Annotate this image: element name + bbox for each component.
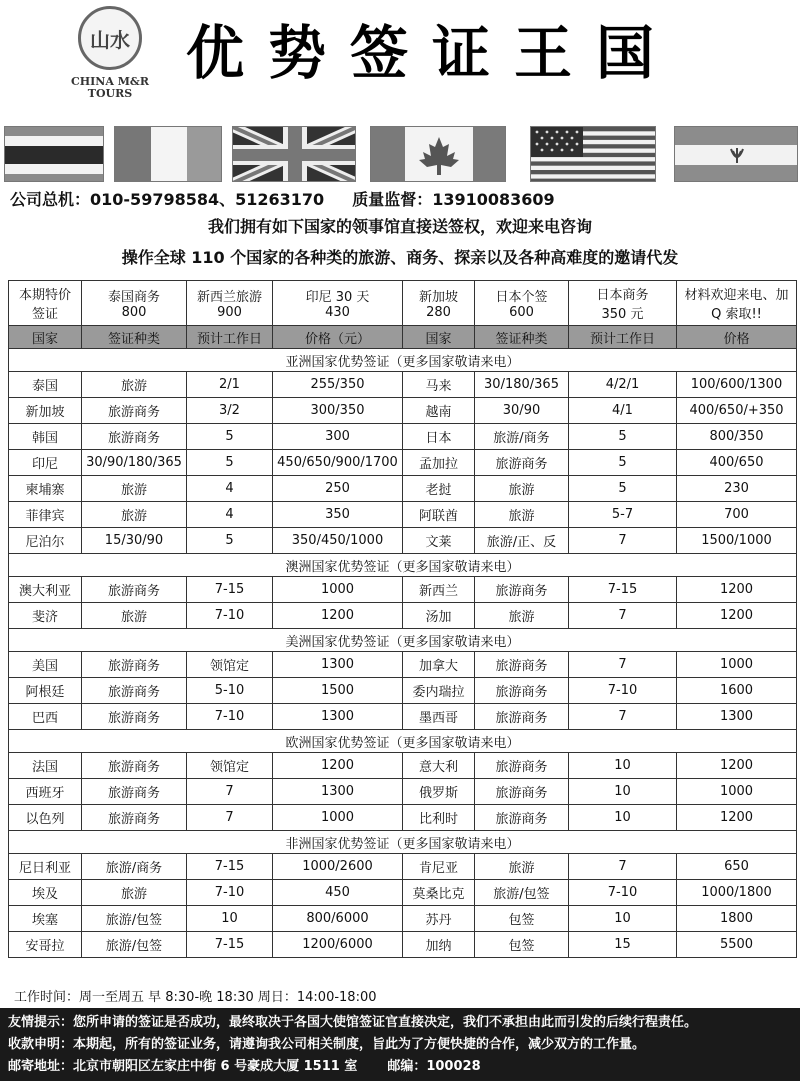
table-cell: 15/30/90 (82, 528, 187, 554)
table-cell: 1500/1000 (677, 528, 797, 554)
table-cell: 越南 (403, 398, 475, 424)
table-row (9, 678, 797, 704)
table-cell: 马来 (403, 372, 475, 398)
table-row (9, 652, 797, 678)
table-cell: 7-10 (187, 880, 273, 906)
table-cell: 2/1 (187, 372, 273, 398)
footer-address: 邮寄地址：北京市朝阳区左家庄中街 6 号豪成大厦 1511 室 (8, 1059, 358, 1074)
section-title: 欧洲国家优势签证（更多国家敬请来电） (9, 730, 797, 753)
table-cell: 阿根廷 (9, 678, 82, 704)
section-title-row (9, 831, 797, 854)
table-cell: 1000 (273, 577, 403, 603)
table-cell: 肯尼亚 (403, 854, 475, 880)
table-cell: 旅游商务 (82, 779, 187, 805)
table-cell: 美国 (9, 652, 82, 678)
table-cell: 300/350 (273, 398, 403, 424)
table-row (9, 704, 797, 730)
header (0, 0, 800, 118)
specials-label (9, 281, 82, 326)
table-row (9, 603, 797, 629)
table-cell: 包签 (475, 906, 569, 932)
table-cell: 1000 (677, 652, 797, 678)
table-cell: 5 (569, 476, 677, 502)
table-cell: 比利时 (403, 805, 475, 831)
table-cell: 旅游/商务 (475, 424, 569, 450)
cell-line: 签证 (31, 307, 58, 322)
iran-flag-icon (674, 126, 798, 182)
table-cell: 旅游商务 (475, 577, 569, 603)
table-cell: 30/90/180/365 (82, 450, 187, 476)
table-row (9, 424, 797, 450)
table-cell: 法国 (9, 753, 82, 779)
table-row (9, 753, 797, 779)
cell-line: 新西兰旅游 (196, 290, 262, 305)
table-row (9, 854, 797, 880)
table-cell: 1200 (677, 753, 797, 779)
table-cell: 350 (273, 502, 403, 528)
table-cell: 孟加拉 (403, 450, 475, 476)
table-cell: 400/650 (677, 450, 797, 476)
table-cell: 日本 (403, 424, 475, 450)
table-cell: 安哥拉 (9, 932, 82, 958)
table-cell: 旅游/商务 (82, 854, 187, 880)
table-cell: 4/1 (569, 398, 677, 424)
table-cell: 1200 (273, 603, 403, 629)
table-cell: 10 (569, 805, 677, 831)
table-row (9, 528, 797, 554)
table-cell: 旅游 (82, 372, 187, 398)
table-cell: 墨西哥 (403, 704, 475, 730)
table-cell: 30/90 (475, 398, 569, 424)
table-row (9, 932, 797, 958)
table-cell: 柬埔寨 (9, 476, 82, 502)
table-cell: 1000 (273, 805, 403, 831)
thailand-flag-icon (4, 126, 104, 182)
table-cell: 1200/6000 (273, 932, 403, 958)
table-cell: 700 (677, 502, 797, 528)
specials-note (677, 281, 797, 326)
table-cell: 新西兰 (403, 577, 475, 603)
table-cell: 旅游商务 (475, 805, 569, 831)
section-title-row (9, 349, 797, 372)
table-cell: 1500 (273, 678, 403, 704)
table-cell: 800/350 (677, 424, 797, 450)
table-cell: 10 (569, 906, 677, 932)
logo-text (64, 76, 156, 100)
table-cell: 旅游/包签 (82, 906, 187, 932)
table-cell: 1600 (677, 678, 797, 704)
cell-line: 本期特价 (18, 288, 71, 303)
cell-line: 泰国商务 (107, 290, 160, 305)
table-row (9, 450, 797, 476)
table-cell: 西班牙 (9, 779, 82, 805)
special-offer (569, 281, 677, 326)
table-cell: 255/350 (273, 372, 403, 398)
column-header: 预计工作日 (187, 326, 273, 349)
table-cell: 7-15 (569, 577, 677, 603)
canada-flag-icon (370, 126, 506, 182)
table-cell: 尼泊尔 (9, 528, 82, 554)
table-cell: 4 (187, 476, 273, 502)
section-title: 亚洲国家优势签证（更多国家敬请来电） (9, 349, 797, 372)
table-cell: 领馆定 (187, 652, 273, 678)
cell-line: 印尼 30 天 (305, 290, 370, 305)
slogan-line-2: 操作全球 110 个国家的各种类的旅游、商务、探亲以及各种高难度的邀请代发 (121, 248, 679, 267)
table-cell: 7 (569, 652, 677, 678)
column-header: 签证种类 (82, 326, 187, 349)
column-header: 国家 (9, 326, 82, 349)
specials-row (9, 281, 797, 326)
italy-flag-icon (114, 126, 222, 182)
table-row (9, 577, 797, 603)
table-cell: 7 (569, 704, 677, 730)
cell-line: Q 索取!! (711, 307, 762, 322)
table-row (9, 880, 797, 906)
table-cell: 3/2 (187, 398, 273, 424)
visa-price-table (8, 280, 797, 958)
table-cell: 加纳 (403, 932, 475, 958)
table-cell: 7 (187, 805, 273, 831)
column-header: 价格（元） (273, 326, 403, 349)
table-cell: 4/2/1 (569, 372, 677, 398)
cell-line: 900 (217, 305, 242, 320)
table-cell: 1200 (677, 603, 797, 629)
table-cell: 5 (187, 528, 273, 554)
table-cell: 俄罗斯 (403, 779, 475, 805)
table-cell: 1000/1800 (677, 880, 797, 906)
table-cell: 以色列 (9, 805, 82, 831)
table-cell: 旅游商务 (82, 678, 187, 704)
table-cell: 7-10 (187, 704, 273, 730)
footer (0, 1008, 800, 1081)
column-header: 签证种类 (475, 326, 569, 349)
table-cell: 汤加 (403, 603, 475, 629)
table-cell: 加拿大 (403, 652, 475, 678)
table-cell: 800/6000 (273, 906, 403, 932)
table-cell: 旅游商务 (475, 450, 569, 476)
table-cell: 300 (273, 424, 403, 450)
table-cell: 1300 (273, 704, 403, 730)
table-row (9, 906, 797, 932)
table-cell: 埃及 (9, 880, 82, 906)
section-title-row (9, 730, 797, 753)
table-cell: 旅游 (82, 476, 187, 502)
cell-line: 600 (509, 305, 534, 320)
table-cell: 新加坡 (9, 398, 82, 424)
table-cell: 7-15 (187, 932, 273, 958)
phone-label: 公司总机： (10, 190, 91, 209)
logo-text-line1: CHINA M&R (71, 75, 149, 88)
phone-value: 010-59798584、51263170 (90, 190, 325, 209)
table-cell: 15 (569, 932, 677, 958)
table-row (9, 805, 797, 831)
footer-address-line (8, 1056, 792, 1078)
table-cell: 旅游商务 (82, 652, 187, 678)
table-cell: 7-10 (187, 603, 273, 629)
table-cell: 旅游 (475, 854, 569, 880)
table-cell: 阿联酋 (403, 502, 475, 528)
cell-line: 800 (121, 305, 147, 320)
table-cell: 旅游/包签 (475, 880, 569, 906)
table-cell: 250 (273, 476, 403, 502)
table-row (9, 476, 797, 502)
table-cell: 7-10 (569, 678, 677, 704)
column-header: 价格 (677, 326, 797, 349)
table-cell: 1000 (677, 779, 797, 805)
supervision-label: 质量监督： (352, 190, 433, 209)
table-cell: 10 (187, 906, 273, 932)
work-hours: 工作时间：周一至周五 早 8:30-晚 18:30 周日：14:00-18:00 (14, 990, 377, 1005)
table-cell: 1300 (273, 652, 403, 678)
table-row (9, 372, 797, 398)
section-title: 非洲国家优势签证（更多国家敬请来电） (9, 831, 797, 854)
table-cell: 7 (569, 854, 677, 880)
uk-flag-icon (232, 126, 356, 182)
footer-tip: 友情提示：您所申请的签证是否成功，最终取决于各国大使馆签证官直接决定，我们不承担由此而引发的后续行程责任。 (8, 1015, 698, 1030)
flag-strip (0, 120, 800, 186)
table-cell: 7-15 (187, 577, 273, 603)
table-cell: 旅游 (82, 502, 187, 528)
table-cell: 5 (187, 424, 273, 450)
table-cell: 旅游商务 (475, 678, 569, 704)
table-cell: 旅游 (82, 880, 187, 906)
cell-line: 新加坡 (418, 290, 458, 305)
slogan-line-1: 我们拥有如下国家的领事馆直接送签权，欢迎来电咨询 (207, 217, 592, 236)
table-cell: 旅游 (475, 603, 569, 629)
table-cell: 泰国 (9, 372, 82, 398)
table-cell: 1300 (273, 779, 403, 805)
table-row (9, 398, 797, 424)
table-cell: 苏丹 (403, 906, 475, 932)
supervision-value: 13910083609 (432, 190, 555, 209)
footer-postcode: 邮编：100028 (387, 1059, 481, 1074)
table-cell: 4 (187, 502, 273, 528)
table-cell: 尼日利亚 (9, 854, 82, 880)
table-cell: 巴西 (9, 704, 82, 730)
table-cell: 旅游/正、反 (475, 528, 569, 554)
table-cell: 斐济 (9, 603, 82, 629)
table-cell: 旅游商务 (82, 753, 187, 779)
table-cell: 旅游商务 (82, 704, 187, 730)
table-cell: 印尼 (9, 450, 82, 476)
section-title-row (9, 554, 797, 577)
special-offer (187, 281, 273, 326)
cell-line: 280 (426, 305, 451, 320)
table-cell: 旅游 (475, 476, 569, 502)
table-cell: 5-10 (187, 678, 273, 704)
table-cell: 1200 (677, 805, 797, 831)
table-cell: 7-15 (187, 854, 273, 880)
table-cell: 100/600/1300 (677, 372, 797, 398)
table-cell: 650 (677, 854, 797, 880)
table-cell: 澳大利亚 (9, 577, 82, 603)
table-cell: 旅游商务 (475, 779, 569, 805)
table-cell: 旅游商务 (475, 753, 569, 779)
table-cell: 450/650/900/1700 (273, 450, 403, 476)
special-offer (273, 281, 403, 326)
page-title: 优势签证王国 (186, 19, 679, 87)
table-cell: 旅游商务 (82, 398, 187, 424)
table-cell: 莫桑比克 (403, 880, 475, 906)
cell-line: 350 元 (601, 307, 644, 322)
table-cell: 旅游商务 (475, 704, 569, 730)
table-cell: 5 (569, 424, 677, 450)
logo-emblem (78, 6, 142, 70)
table-cell: 1200 (273, 753, 403, 779)
table-cell: 10 (569, 753, 677, 779)
table-cell: 7 (569, 603, 677, 629)
table-cell: 1000/2600 (273, 854, 403, 880)
table-row (9, 502, 797, 528)
table-cell: 旅游商务 (82, 424, 187, 450)
table-cell: 旅游 (82, 603, 187, 629)
column-header: 国家 (403, 326, 475, 349)
table-cell: 文莱 (403, 528, 475, 554)
table-cell: 旅游/包签 (82, 932, 187, 958)
table-cell: 包签 (475, 932, 569, 958)
table-cell: 400/650/+350 (677, 398, 797, 424)
table-cell: 1300 (677, 704, 797, 730)
section-title-row (9, 629, 797, 652)
table-cell: 韩国 (9, 424, 82, 450)
section-title: 美洲国家优势签证（更多国家敬请来电） (9, 629, 797, 652)
table-cell: 5-7 (569, 502, 677, 528)
table-cell: 350/450/1000 (273, 528, 403, 554)
table-cell: 230 (677, 476, 797, 502)
table-cell: 5500 (677, 932, 797, 958)
section-title: 澳洲国家优势签证（更多国家敬请来电） (9, 554, 797, 577)
company-logo (64, 6, 156, 106)
table-cell: 委内瑞拉 (403, 678, 475, 704)
table-cell: 菲律宾 (9, 502, 82, 528)
logo-mark: 山水 (90, 27, 130, 52)
table-cell: 领馆定 (187, 753, 273, 779)
table-cell: 450 (273, 880, 403, 906)
usa-flag-icon (530, 126, 656, 182)
table-cell: 埃塞 (9, 906, 82, 932)
table-cell: 30/180/365 (475, 372, 569, 398)
table-cell: 5 (187, 450, 273, 476)
column-header-row (9, 326, 797, 349)
table-cell: 意大利 (403, 753, 475, 779)
table-cell: 老挝 (403, 476, 475, 502)
table-cell: 旅游商务 (82, 577, 187, 603)
cell-line: 430 (325, 305, 350, 320)
special-offer (82, 281, 187, 326)
cell-line: 材料欢迎来电、加 (684, 288, 789, 303)
table-row (9, 779, 797, 805)
table-cell: 1800 (677, 906, 797, 932)
table-cell: 7 (569, 528, 677, 554)
cell-line: 日本个签 (495, 290, 548, 305)
table-cell: 7-10 (569, 880, 677, 906)
cell-line: 日本商务 (596, 288, 649, 303)
table-cell: 旅游 (475, 502, 569, 528)
table-cell: 10 (569, 779, 677, 805)
contact-line (10, 187, 790, 210)
table-cell: 旅游商务 (475, 652, 569, 678)
table-cell: 7 (187, 779, 273, 805)
logo-text-line2: TOURS (87, 87, 133, 100)
footer-notice: 收款申明：本期起，所有的签证业务，请遵询我公司相关制度，旨此为了方便快捷的合作，减少双方的工作量。 (8, 1037, 646, 1052)
table-cell: 旅游商务 (82, 805, 187, 831)
table-cell: 5 (569, 450, 677, 476)
special-offer (403, 281, 475, 326)
special-offer (475, 281, 569, 326)
table-cell: 1200 (677, 577, 797, 603)
column-header: 预计工作日 (569, 326, 677, 349)
